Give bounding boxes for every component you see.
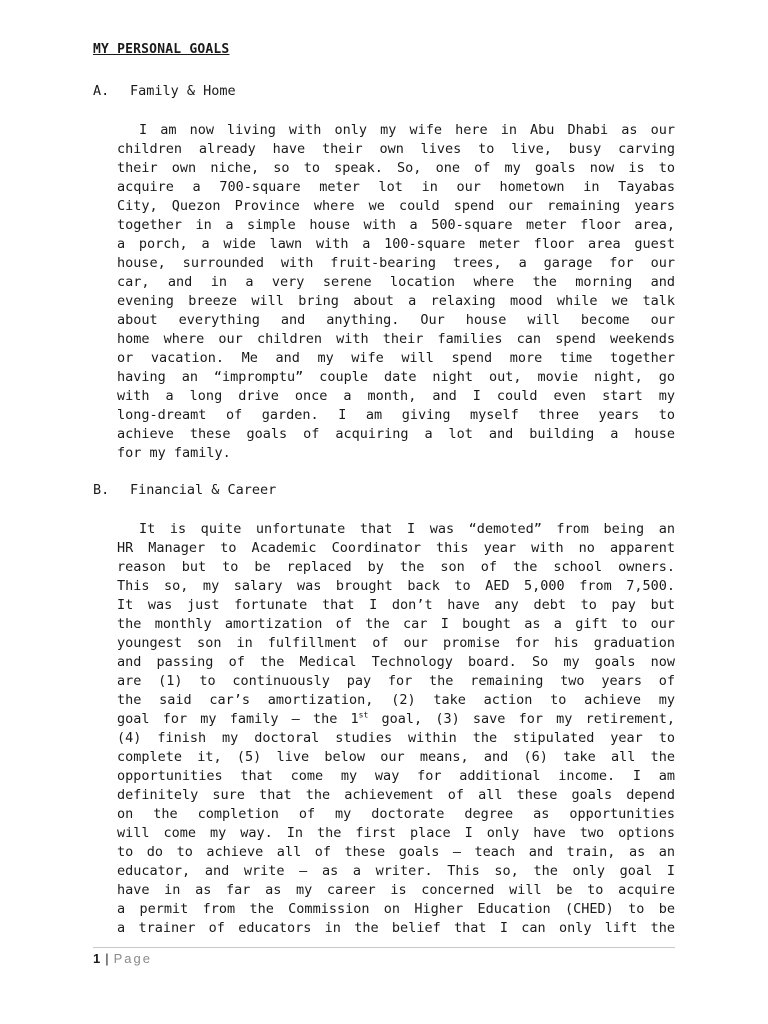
paragraph-financial-career <box>117 520 675 938</box>
section-heading-family-home <box>93 83 236 99</box>
paragraph-line: having an “impromptu” couple date night out, movie night, go <box>117 369 675 385</box>
paragraph-line: will come my way. In the first place I only have two options <box>117 825 675 841</box>
section-letter: A. <box>93 83 110 99</box>
section-title: Family & Home <box>130 83 236 99</box>
paragraph-line: achieve these goals of acquiring a lot and building a house <box>117 426 675 442</box>
paragraph-line: goal for my family – the 1st goal, (3) save for my retirement, <box>117 710 675 727</box>
paragraph-line: reason but to be replaced by the son of the school owners. <box>117 559 675 575</box>
paragraph-line: are (1) to continuously pay for the remaining two years of <box>117 673 675 689</box>
paragraph-line: home where our children with their families can spend weekends <box>117 331 675 347</box>
paragraph-line: opportunities that come my way for additional income. I am <box>117 768 675 784</box>
paragraph-line: to do to achieve all of these goals – teach and train, as an <box>117 844 675 860</box>
paragraph-line: City, Quezon Province where we could spend our remaining years <box>117 198 675 214</box>
paragraph-line: with a long drive once a month, and I could even start my <box>117 388 675 404</box>
paragraph-line: long-dreamt of garden. I am giving myself three years to <box>117 407 675 423</box>
paragraph-line: the said car’s amortization, (2) take action to achieve my <box>117 692 675 708</box>
paragraph-line: definitely sure that the achievement of all these goals depend <box>117 787 675 803</box>
page-number: 1 <box>93 951 101 966</box>
paragraph-line: about everything and anything. Our house will become our <box>117 312 675 328</box>
paragraph-line: the monthly amortization of the car I bought as a gift to our <box>117 616 675 632</box>
paragraph-line: HR Manager to Academic Coordinator this year with no apparent <box>117 540 675 556</box>
footer-separator: | <box>105 951 109 966</box>
page-title: MY PERSONAL GOALS <box>93 42 230 57</box>
paragraph-line: It is quite unfortunate that I was “demoted” from being an <box>139 521 675 537</box>
paragraph-line: on the completion of my doctorate degree as opportunities <box>117 806 675 822</box>
paragraph-line: (4) finish my doctoral studies within the stipulated year to <box>117 730 675 746</box>
paragraph-line: a permit from the Commission on Higher Education (CHED) to be <box>117 901 675 917</box>
paragraph-line: and passing of the Medical Technology board. So my goals now <box>117 654 675 670</box>
paragraph-line: or vacation. Me and my wife will spend more time together <box>117 350 675 366</box>
paragraph-family-home <box>117 121 675 463</box>
paragraph-line: have in as far as my career is concerned will be to acquire <box>117 882 675 898</box>
paragraph-line: for my family. <box>117 445 231 461</box>
paragraph-line: evening breeze will bring about a relaxing mood while we talk <box>117 293 675 309</box>
paragraph-line: house, surrounded with fruit-bearing trees, a garage for our <box>117 255 675 271</box>
paragraph-line: It was just fortunate that I don’t have any debt to pay but <box>117 597 675 613</box>
paragraph-line: youngest son in fulfillment of our promise for his graduation <box>117 635 675 651</box>
paragraph-line: acquire a 700-square meter lot in our hometown in Tayabas <box>117 179 675 195</box>
section-title: Financial & Career <box>130 482 277 498</box>
paragraph-line: This so, my salary was brought back to AED 5,000 from 7,500. <box>117 578 675 594</box>
footer-divider <box>93 947 675 948</box>
paragraph-line: their own niche, so to speak. So, one of my goals now is to <box>117 160 675 176</box>
paragraph-line: educator, and write – as a writer. This so, the only goal I <box>117 863 675 879</box>
paragraph-line: a trainer of educators in the belief that I can only lift the <box>117 920 675 936</box>
page-label: Page <box>113 951 152 966</box>
paragraph-line: a porch, a wide lawn with a 100-square meter floor area guest <box>117 236 675 252</box>
paragraph-line: I am now living with only my wife here in Abu Dhabi as our <box>139 122 675 138</box>
paragraph-line: together in a simple house with a 500-square meter floor area, <box>117 217 675 233</box>
paragraph-line: complete it, (5) live below our means, and (6) take all the <box>117 749 675 765</box>
paragraph-line: children already have their own lives to live, busy carving <box>117 141 675 157</box>
page-footer <box>93 951 152 966</box>
paragraph-line: car, and in a very serene location where the morning and <box>117 274 675 290</box>
section-heading-financial-career <box>93 482 276 498</box>
section-letter: B. <box>93 482 110 498</box>
